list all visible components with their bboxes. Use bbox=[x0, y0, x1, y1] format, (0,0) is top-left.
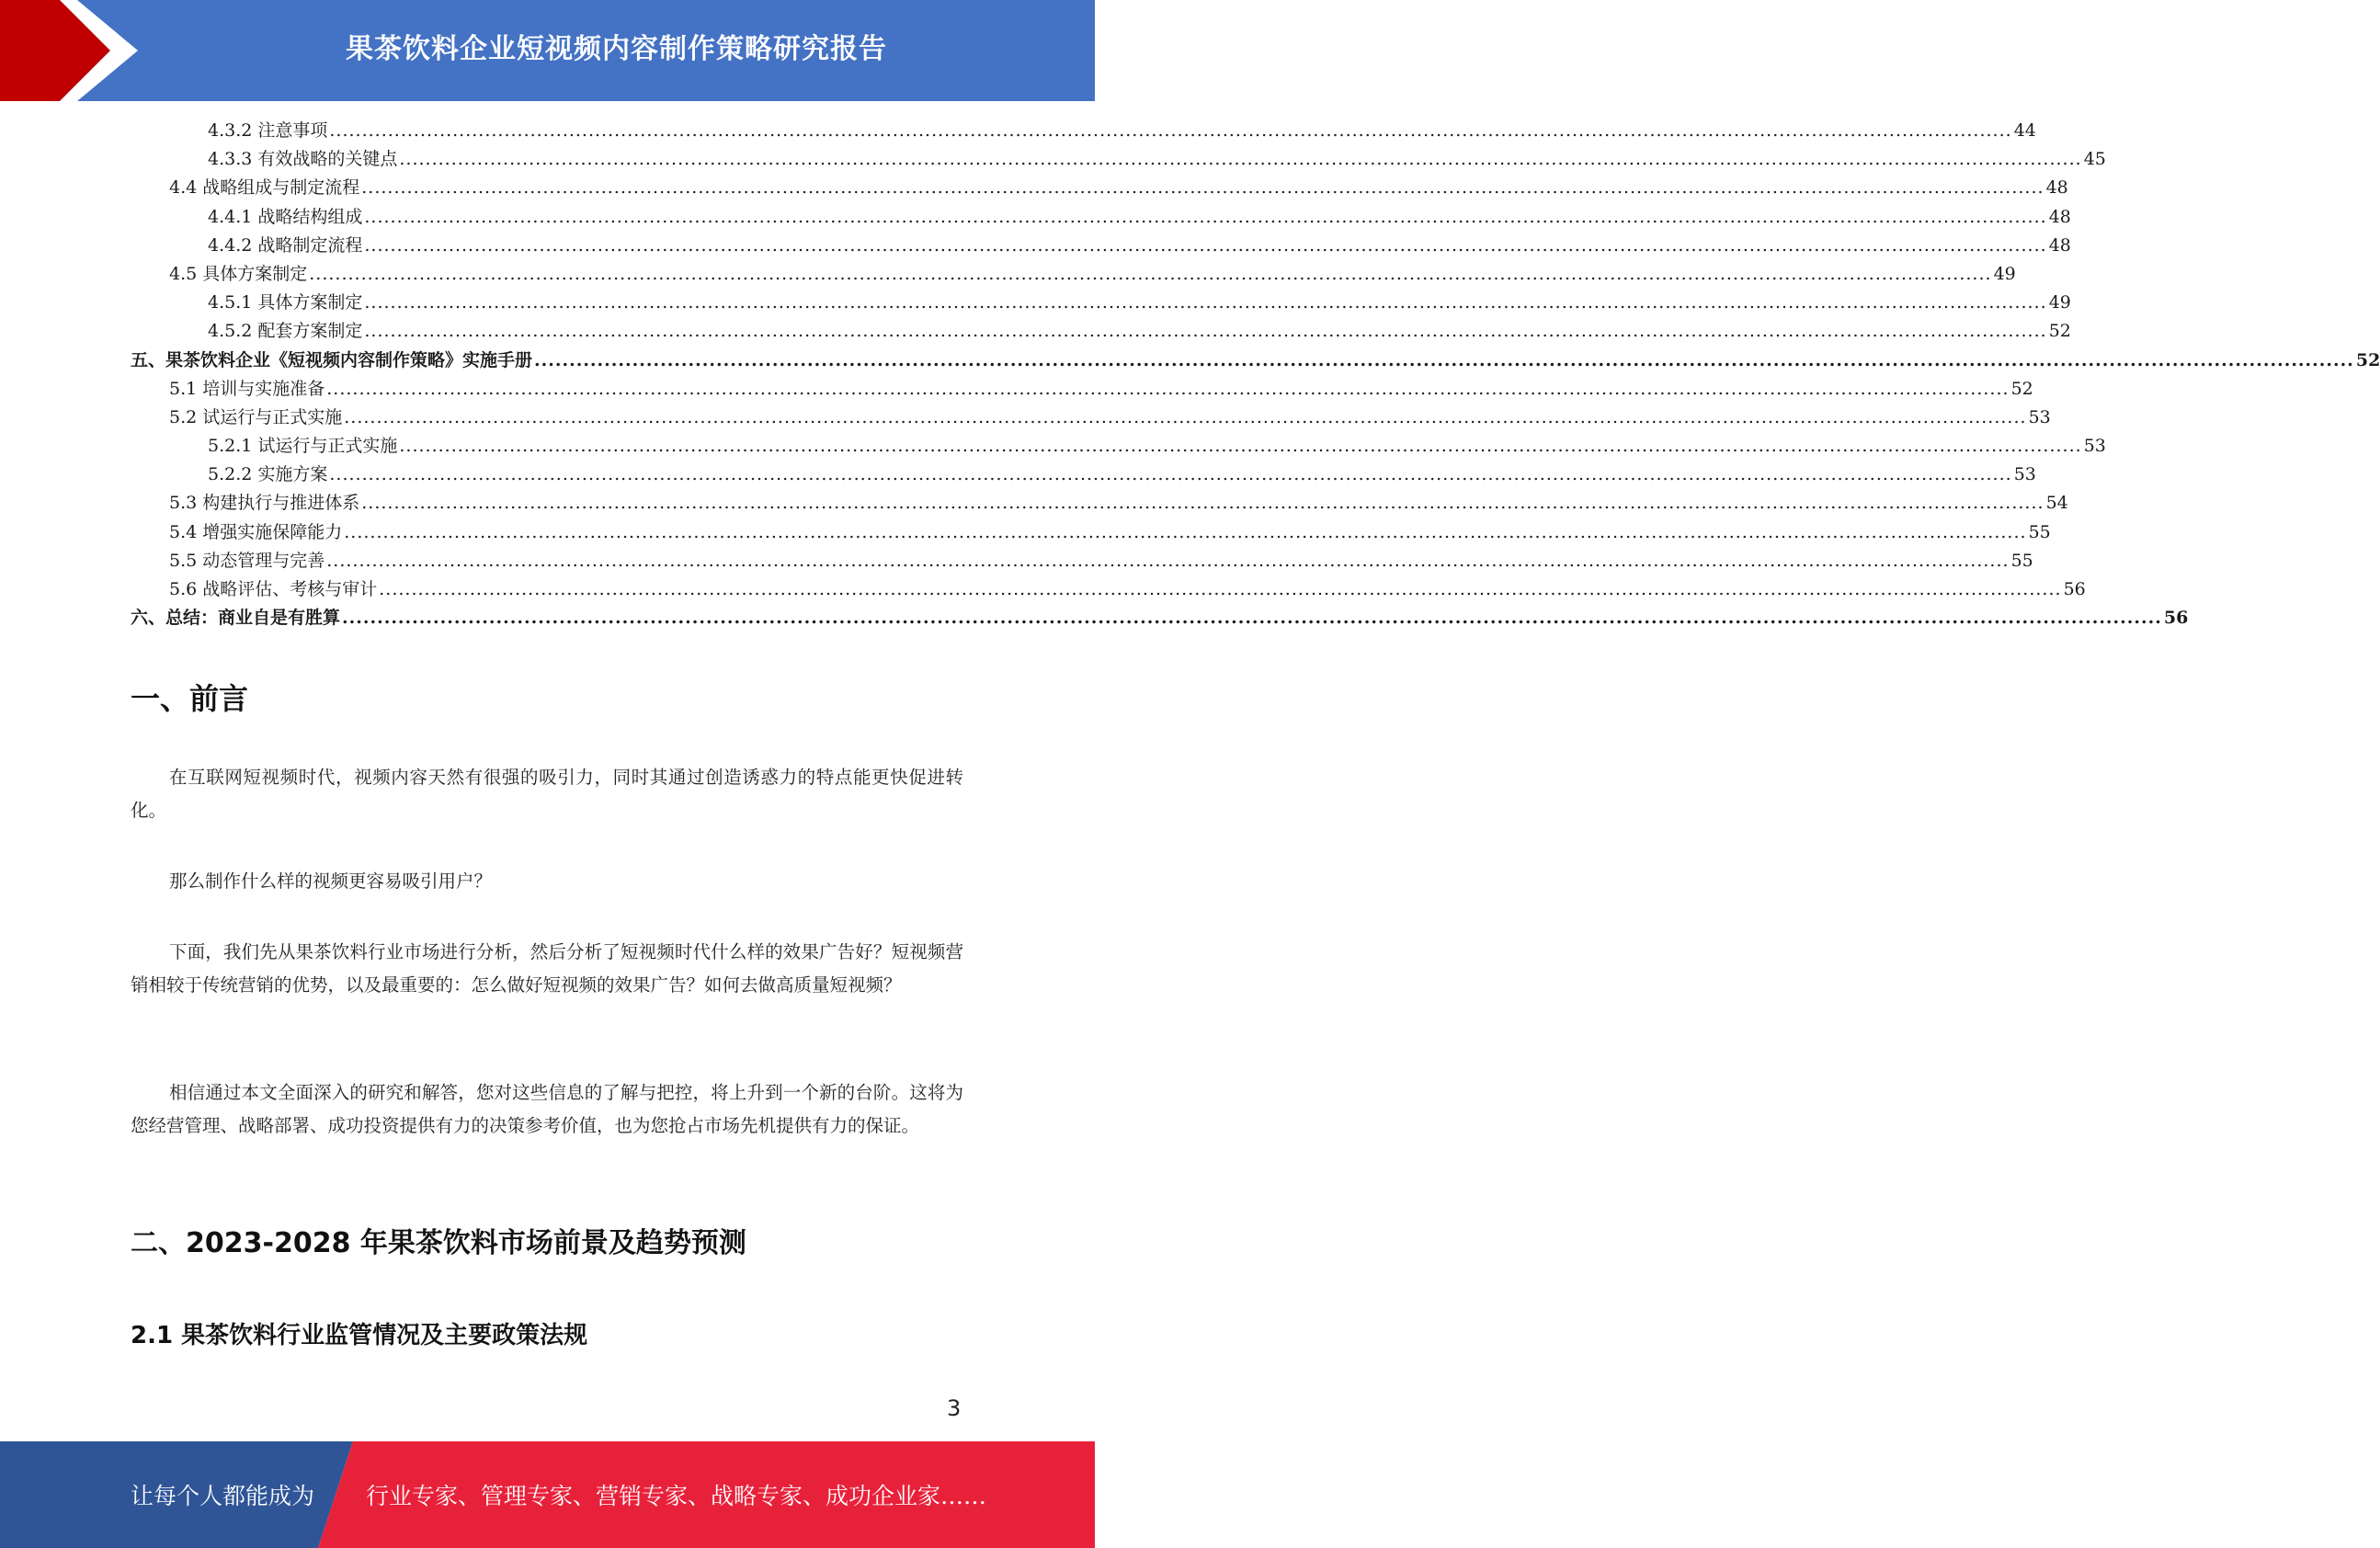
toc-entry-label: 六、总结：商业自是有胜算 bbox=[131, 608, 341, 629]
toc-entry[interactable] bbox=[131, 575, 2086, 604]
section-2-1-heading: 2.1 果茶饮料行业监管情况及主要政策法规 bbox=[131, 1322, 588, 1349]
toc-leader-dots: .................................................................................................................................................................................................................................................................... bbox=[326, 378, 2010, 399]
toc-leader-dots: .................................................................................................................................................................................................................................................................... bbox=[399, 436, 2082, 457]
toc-entry-label: 4.4.1 战略结构组成 bbox=[208, 206, 363, 227]
toc-entry-label: 5.2 试运行与正式实施 bbox=[169, 406, 343, 427]
toc-entry-label: 5.2.2 实施方案 bbox=[208, 464, 328, 485]
toc-entry[interactable] bbox=[131, 203, 2071, 232]
toc-entry[interactable] bbox=[131, 347, 2380, 375]
toc-entry-page: 53 bbox=[2083, 436, 2106, 457]
toc-entry-label: 5.3 构建执行与推进体系 bbox=[169, 493, 360, 514]
toc-entry[interactable] bbox=[131, 518, 2051, 547]
page-header bbox=[0, 0, 1095, 101]
toc-entry-label: 4.3.3 有效战略的关键点 bbox=[208, 149, 398, 170]
footer-slogan-right: 行业专家、管理专家、营销专家、战略专家、成功企业家…… bbox=[366, 1483, 987, 1509]
toc-entry[interactable] bbox=[131, 604, 2189, 632]
page-footer bbox=[0, 1441, 1095, 1548]
toc-entry-page: 48 bbox=[2048, 234, 2071, 256]
toc-entry-label: 4.5.2 配套方案制定 bbox=[208, 321, 363, 342]
toc-entry[interactable] bbox=[131, 260, 2016, 289]
preface-paragraph-2: 那么制作什么样的视频更容易吸引用户？ bbox=[169, 871, 493, 892]
toc-entry-page: 52 bbox=[2010, 378, 2033, 399]
toc-leader-dots: .................................................................................................................................................................................................................................................................... bbox=[534, 349, 2354, 370]
report-title: 果茶饮料企业短视频内容制作策略研究报告 bbox=[346, 33, 887, 65]
toc-entry-label: 5.1 培训与实施准备 bbox=[169, 378, 325, 399]
table-of-contents bbox=[131, 117, 2380, 632]
toc-leader-dots: .................................................................................................................................................................................................................................................................... bbox=[364, 292, 2047, 313]
toc-entry-page: 52 bbox=[2048, 321, 2071, 342]
toc-leader-dots: .................................................................................................................................................................................................................................................................... bbox=[309, 263, 1992, 284]
toc-leader-dots: .................................................................................................................................................................................................................................................................... bbox=[329, 464, 2012, 485]
toc-entry-page: 49 bbox=[1993, 263, 2016, 284]
toc-entry[interactable] bbox=[131, 489, 2068, 518]
toc-entry[interactable] bbox=[131, 317, 2071, 346]
toc-entry-label: 五、果茶饮料企业《短视频内容制作策略》实施手册 bbox=[131, 349, 533, 370]
toc-entry-label: 5.4 增强实施保障能力 bbox=[169, 521, 343, 542]
toc-entry-page: 48 bbox=[2048, 206, 2071, 227]
toc-entry-label: 4.5 具体方案制定 bbox=[169, 263, 308, 284]
toc-leader-dots: .................................................................................................................................................................................................................................................................... bbox=[344, 406, 2027, 427]
toc-entry-page: 55 bbox=[2028, 521, 2051, 542]
toc-entry[interactable] bbox=[131, 117, 2036, 145]
toc-entry-page: 49 bbox=[2048, 292, 2071, 313]
toc-entry[interactable] bbox=[131, 404, 2051, 432]
toc-entry[interactable] bbox=[131, 547, 2033, 575]
toc-leader-dots: .................................................................................................................................................................................................................................................................... bbox=[329, 120, 2012, 141]
preface-paragraph-4: 相信通过本文全面深入的研究和解答，您对这些信息的了解与把控，将上升到一个新的台阶。这将为您经营管理、战略部署、成功投资提供有力的决策参考价值，也为您抢占市场先机提供有力的保证。 bbox=[131, 1082, 963, 1136]
toc-entry-page: 53 bbox=[2013, 464, 2036, 485]
toc-leader-dots: .................................................................................................................................................................................................................................................................... bbox=[364, 321, 2047, 342]
toc-entry-label: 4.4.2 战略制定流程 bbox=[208, 234, 363, 256]
toc-leader-dots: .................................................................................................................................................................................................................................................................... bbox=[361, 493, 2044, 514]
section-2-heading: 二、2023-2028 年果茶饮料市场前景及趋势预测 bbox=[131, 1227, 746, 1259]
toc-leader-dots: .................................................................................................................................................................................................................................................................... bbox=[379, 579, 2062, 599]
toc-entry[interactable] bbox=[131, 289, 2071, 317]
toc-entry-label: 5.5 动态管理与完善 bbox=[169, 550, 325, 571]
toc-entry[interactable] bbox=[131, 145, 2106, 174]
toc-leader-dots: .................................................................................................................................................................................................................................................................... bbox=[342, 608, 2162, 629]
toc-entry[interactable] bbox=[131, 232, 2071, 260]
footer-slogan-left: 让每个人都能成为 bbox=[131, 1483, 315, 1509]
toc-entry[interactable] bbox=[131, 432, 2106, 461]
toc-entry-page: 48 bbox=[2045, 177, 2068, 199]
toc-leader-dots: .................................................................................................................................................................................................................................................................... bbox=[361, 177, 2044, 199]
toc-entry-page: 56 bbox=[2163, 608, 2189, 629]
toc-entry[interactable] bbox=[131, 461, 2036, 489]
preface-paragraph-1: 在互联网短视频时代，视频内容天然有很强的吸引力，同时其通过创造诱惑力的特点能更快促进转化。 bbox=[131, 767, 963, 821]
toc-entry[interactable] bbox=[131, 174, 2068, 202]
toc-leader-dots: .................................................................................................................................................................................................................................................................... bbox=[364, 206, 2047, 227]
toc-entry-label: 5.2.1 试运行与正式实施 bbox=[208, 436, 398, 457]
toc-entry-label: 4.3.2 注意事项 bbox=[208, 120, 328, 141]
toc-entry-page: 45 bbox=[2083, 149, 2106, 170]
toc-entry-page: 52 bbox=[2355, 349, 2380, 370]
toc-entry-page: 44 bbox=[2013, 120, 2036, 141]
toc-entry[interactable] bbox=[131, 375, 2033, 404]
toc-leader-dots: .................................................................................................................................................................................................................................................................... bbox=[326, 550, 2010, 571]
page-number: 3 bbox=[947, 1395, 962, 1421]
preface-paragraph-3: 下面，我们先从果茶饮料行业市场进行分析，然后分析了短视频时代什么样的效果广告好？短视频营销相较于传统营销的优势，以及最重要的：怎么做好短视频的效果广告？如何去做高质量短视频？ bbox=[131, 941, 963, 996]
preface-heading: 一、前言 bbox=[131, 681, 249, 716]
toc-leader-dots: .................................................................................................................................................................................................................................................................... bbox=[344, 521, 2027, 542]
toc-entry-page: 55 bbox=[2010, 550, 2033, 571]
toc-entry-page: 53 bbox=[2028, 406, 2051, 427]
toc-leader-dots: .................................................................................................................................................................................................................................................................... bbox=[364, 234, 2047, 256]
toc-entry-label: 5.6 战略评估、考核与审计 bbox=[169, 579, 378, 599]
toc-entry-label: 4.4 战略组成与制定流程 bbox=[169, 177, 360, 199]
toc-leader-dots: .................................................................................................................................................................................................................................................................... bbox=[399, 149, 2082, 170]
toc-entry-page: 54 bbox=[2045, 493, 2068, 514]
toc-entry-page: 56 bbox=[2063, 579, 2086, 599]
toc-entry-label: 4.5.1 具体方案制定 bbox=[208, 292, 363, 313]
